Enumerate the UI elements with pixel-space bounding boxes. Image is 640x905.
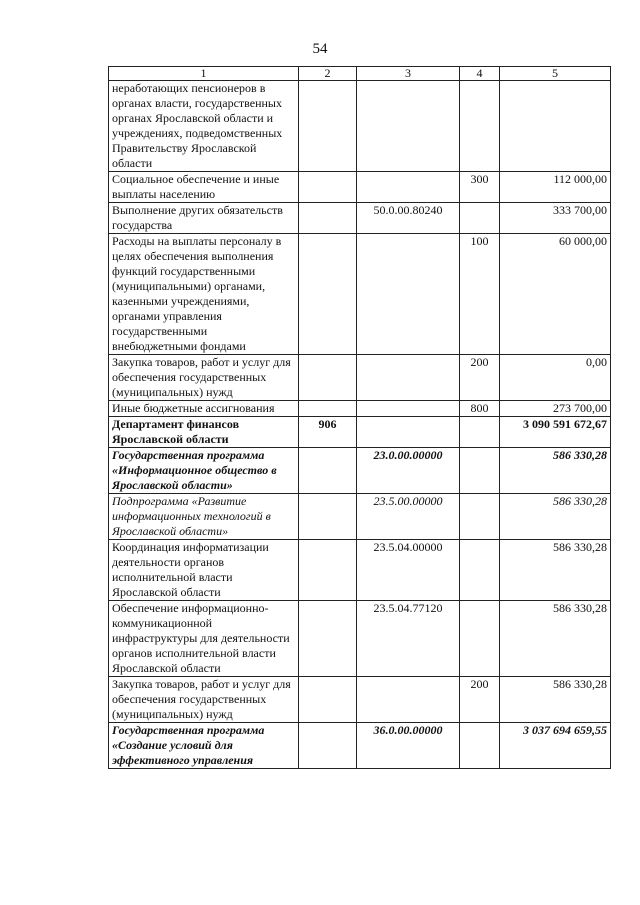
table-row — [109, 417, 611, 448]
row-amount-cell: 586 330,28 — [500, 494, 611, 540]
row-amount-cell: 586 330,28 — [500, 540, 611, 601]
row-name-cell: Социальное обеспечение и иные выплаты населению — [109, 172, 299, 203]
row-target-cell: 23.5.00.00000 — [357, 494, 460, 540]
table-row — [109, 401, 611, 417]
row-target-cell — [357, 355, 460, 401]
row-target-cell — [357, 81, 460, 172]
column-header-amount: 5 — [500, 67, 611, 81]
row-dept-cell — [299, 355, 357, 401]
row-name-cell: Закупка товаров, работ и услуг для обеспечения государственных (муниципальных) нужд — [109, 677, 299, 723]
row-target-cell: 23.5.04.00000 — [357, 540, 460, 601]
table-row — [109, 81, 611, 172]
row-name-cell: неработающих пенсионеров в органах власти, государственных органах Ярославской области и учреждениях, подведомственных Правительству Ярославской области — [109, 81, 299, 172]
column-header-type: 4 — [460, 67, 500, 81]
table-row — [109, 723, 611, 769]
row-dept-cell — [299, 494, 357, 540]
column-header-target: 3 — [357, 67, 460, 81]
row-name-cell: Департамент финансов Ярославской области — [109, 417, 299, 448]
row-dept-cell: 906 — [299, 417, 357, 448]
row-dept-cell — [299, 723, 357, 769]
row-type-cell — [460, 494, 500, 540]
table-row — [109, 355, 611, 401]
column-header-name: 1 — [109, 67, 299, 81]
table-row — [109, 234, 611, 355]
table-row — [109, 601, 611, 677]
row-name-cell: Иные бюджетные ассигнования — [109, 401, 299, 417]
row-target-cell: 36.0.00.00000 — [357, 723, 460, 769]
row-type-cell: 100 — [460, 234, 500, 355]
row-amount-cell: 112 000,00 — [500, 172, 611, 203]
row-target-cell — [357, 172, 460, 203]
row-name-cell: Расходы на выплаты персоналу в целях обеспечения выполнения функций государственными (муниципальными) органами, казенными учреждениями, органами управления государственными внебюджетными фондами — [109, 234, 299, 355]
row-name-cell: Подпрограмма «Развитие информационных технологий в Ярославской области» — [109, 494, 299, 540]
row-type-cell — [460, 540, 500, 601]
row-type-cell: 200 — [460, 677, 500, 723]
row-dept-cell — [299, 81, 357, 172]
row-target-cell: 23.0.00.00000 — [357, 448, 460, 494]
row-type-cell: 300 — [460, 172, 500, 203]
row-dept-cell — [299, 540, 357, 601]
row-dept-cell — [299, 234, 357, 355]
row-type-cell: 800 — [460, 401, 500, 417]
table-row — [109, 540, 611, 601]
column-header-dept: 2 — [299, 67, 357, 81]
row-name-cell: Выполнение других обязательств государства — [109, 203, 299, 234]
row-type-cell — [460, 601, 500, 677]
row-amount-cell: 586 330,28 — [500, 677, 611, 723]
row-type-cell — [460, 723, 500, 769]
row-dept-cell — [299, 401, 357, 417]
row-amount-cell: 333 700,00 — [500, 203, 611, 234]
row-amount-cell: 3 090 591 672,67 — [500, 417, 611, 448]
table-row — [109, 494, 611, 540]
row-amount-cell: 60 000,00 — [500, 234, 611, 355]
row-amount-cell: 0,00 — [500, 355, 611, 401]
row-name-cell: Закупка товаров, работ и услуг для обеспечения государственных (муниципальных) нужд — [109, 355, 299, 401]
row-type-cell — [460, 203, 500, 234]
row-dept-cell — [299, 172, 357, 203]
row-name-cell: Обеспечение информационно-коммуникационной инфраструктуры для деятельности органов исполнительной власти Ярославской области — [109, 601, 299, 677]
row-dept-cell — [299, 677, 357, 723]
row-target-cell — [357, 417, 460, 448]
row-target-cell — [357, 401, 460, 417]
table-row — [109, 172, 611, 203]
row-dept-cell — [299, 203, 357, 234]
row-target-cell: 23.5.04.77120 — [357, 601, 460, 677]
row-amount-cell: 3 037 694 659,55 — [500, 723, 611, 769]
row-name-cell: Государственная программа «Создание условий для эффективного управления — [109, 723, 299, 769]
table-row — [109, 677, 611, 723]
table-body — [109, 81, 611, 769]
row-target-cell — [357, 677, 460, 723]
row-type-cell: 200 — [460, 355, 500, 401]
row-type-cell — [460, 417, 500, 448]
budget-table — [108, 66, 611, 769]
row-name-cell: Государственная программа «Информационное общество в Ярославской области» — [109, 448, 299, 494]
row-dept-cell — [299, 601, 357, 677]
row-amount-cell: 586 330,28 — [500, 601, 611, 677]
row-name-cell: Координация информатизации деятельности органов исполнительной власти Ярославской области — [109, 540, 299, 601]
row-type-cell — [460, 448, 500, 494]
table-row — [109, 203, 611, 234]
row-dept-cell — [299, 448, 357, 494]
page-number: 54 — [312, 41, 328, 57]
row-amount-cell: 586 330,28 — [500, 448, 611, 494]
row-amount-cell — [500, 81, 611, 172]
row-target-cell — [357, 234, 460, 355]
row-target-cell: 50.0.00.80240 — [357, 203, 460, 234]
row-type-cell — [460, 81, 500, 172]
table-header-row — [109, 67, 611, 81]
row-amount-cell: 273 700,00 — [500, 401, 611, 417]
table-row — [109, 448, 611, 494]
